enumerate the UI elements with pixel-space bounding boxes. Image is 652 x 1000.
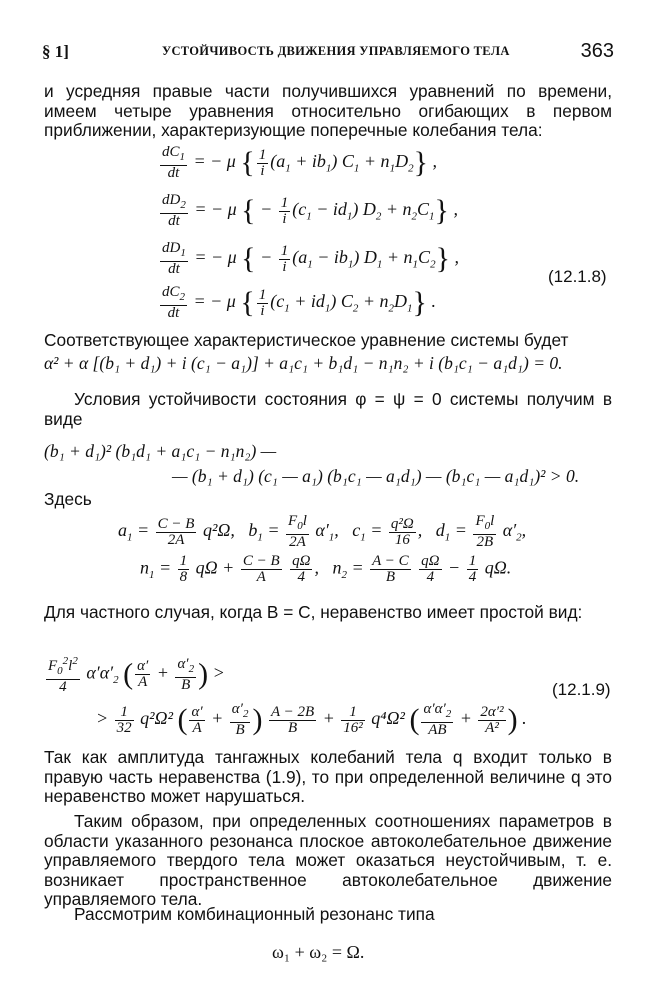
equation-dc2: $\frac{dC_2}{dt}$ = − μ { $\frac{1}{i}$ $(c_1 + id_1) C_2 + n_2D_1$} . xyxy=(162,284,436,321)
page-number: 363 xyxy=(580,40,614,62)
characteristic-equation: α² + α [(b₁ + d₁) + i (c₁ − a₁)] + a₁c₁ + b₁d₁ − n₁n₂ + i (b₁c₁ − a₁d₁) = 0. xyxy=(44,353,563,373)
stability-inequality-line1: (b₁ + d₁)² (b₁d₁ + a₁c₁ − n₁n₂) — xyxy=(44,441,277,461)
running-title: УСТОЙЧИВОСТЬ ДВИЖЕНИЯ УПРАВЛЯЕМОГО ТЕЛА xyxy=(162,44,510,58)
equation-dc1: $\frac{dC_1}{dt}$ = − μ { $\frac{1}{i}$ $(a_1 + ib_1) C_1 + n_1D_2$} , xyxy=(162,144,437,181)
paragraph-conclusion: Таким образом, при определенных соотношениях параметров в области указанного резонанса плоское автоколебательное движение управляемого твердого тела может оказаться неустойчивым, т. е. возникает пространственное автоколебательное движение управляемого тела. xyxy=(44,811,612,909)
paragraph-combination-resonance: Рассмотрим комбинационный резонанс типа xyxy=(74,904,435,924)
coefficient-definitions-1: $a_1$ = $\frac{C - B}{2A}$ q²Ω, $b_1$ = $\frac{F_0l}{2A}$ $\alpha'_1$, $c_1$ = $\frac{\text{q²Ω}}{16}$ , $d_1$ = $\frac{F_0l}{2B}$ $\alpha'_2$, xyxy=(118,513,527,550)
coefficient-definitions-2: $n_1$ = $\frac{1}{8}$ qΩ + $\frac{C - B}{A}$ $\frac{q\Omega}{4}$ , $n_2$ = $\frac{A - C}{B}$ $\frac{q\Omega}{4}$ − $\frac{1}{4}$ qΩ. xyxy=(140,553,512,585)
resonance-condition: ω₁ + ω₂ = Ω. xyxy=(272,942,365,962)
section-marker: § 1] xyxy=(42,42,69,61)
inequality-1219-line1: $\frac{F_0^2l^2}{4}$ $\alpha'\alpha'_2$ ( $\frac{\alpha'}{A}$ + $\frac{\alpha'_2}{B}$ ) > xyxy=(48,655,225,695)
inequality-1219-line2: > $\frac{1}{32}$ q²Ω² ( $\frac{\alpha'}{A}$ + $\frac{\alpha'_2}{B}$ ) $\frac{A - 2B}{B}$ + $\frac{1}{\text{16²}}$ q⁴Ω² ( $\frac{\alpha'\alpha'_2}{AB}$ + $\frac{\text{2α′²}}{\text{A²}}$ ) . xyxy=(96,701,527,738)
paragraph-intro: и усредняя правые части получившихся уравнений по времени, имеем четыре уравнения относительно огибающих в первом приближении, характеризующие поперечные колебания тела: xyxy=(44,81,612,140)
stability-inequality-line2: — (b₁ + d₁) (c₁ — a₁) (b₁c₁ — a₁d₁) — (b₁c₁ — a₁d₁)² > 0. xyxy=(172,466,580,486)
equation-number-1218: (12.1.8) xyxy=(548,267,607,286)
paragraph-here: Здесь xyxy=(44,489,92,509)
paragraph-stability: Условия устойчивости состояния φ = ψ = 0 системы получим в виде xyxy=(44,389,612,429)
paragraph-amplitude: Так как амплитуда тангажных колебаний тела q входит только в правую часть неравенства (1.9), то при определенной величине q это неравенство может нарушаться. xyxy=(44,747,612,806)
paragraph-characteristic: Соответствующее характеристическое уравнение системы будет xyxy=(44,330,569,350)
paragraph-special-case: Для частного случая, когда B = C, неравенство имеет простой вид: xyxy=(44,602,583,622)
equation-dd1: $\frac{dD_1}{dt}$ = − μ { − $\frac{1}{i}$ $(a_1 - ib_1) D_1 + n_1C_2$} , xyxy=(162,240,459,277)
equation-dd2: $\frac{dD_2}{dt}$ = − μ { − $\frac{1}{i}$ $(c_1 - id_1) D_2 + n_2C_1$} , xyxy=(162,192,458,229)
page-header xyxy=(42,40,614,66)
equation-number-1219: (12.1.9) xyxy=(552,680,611,699)
